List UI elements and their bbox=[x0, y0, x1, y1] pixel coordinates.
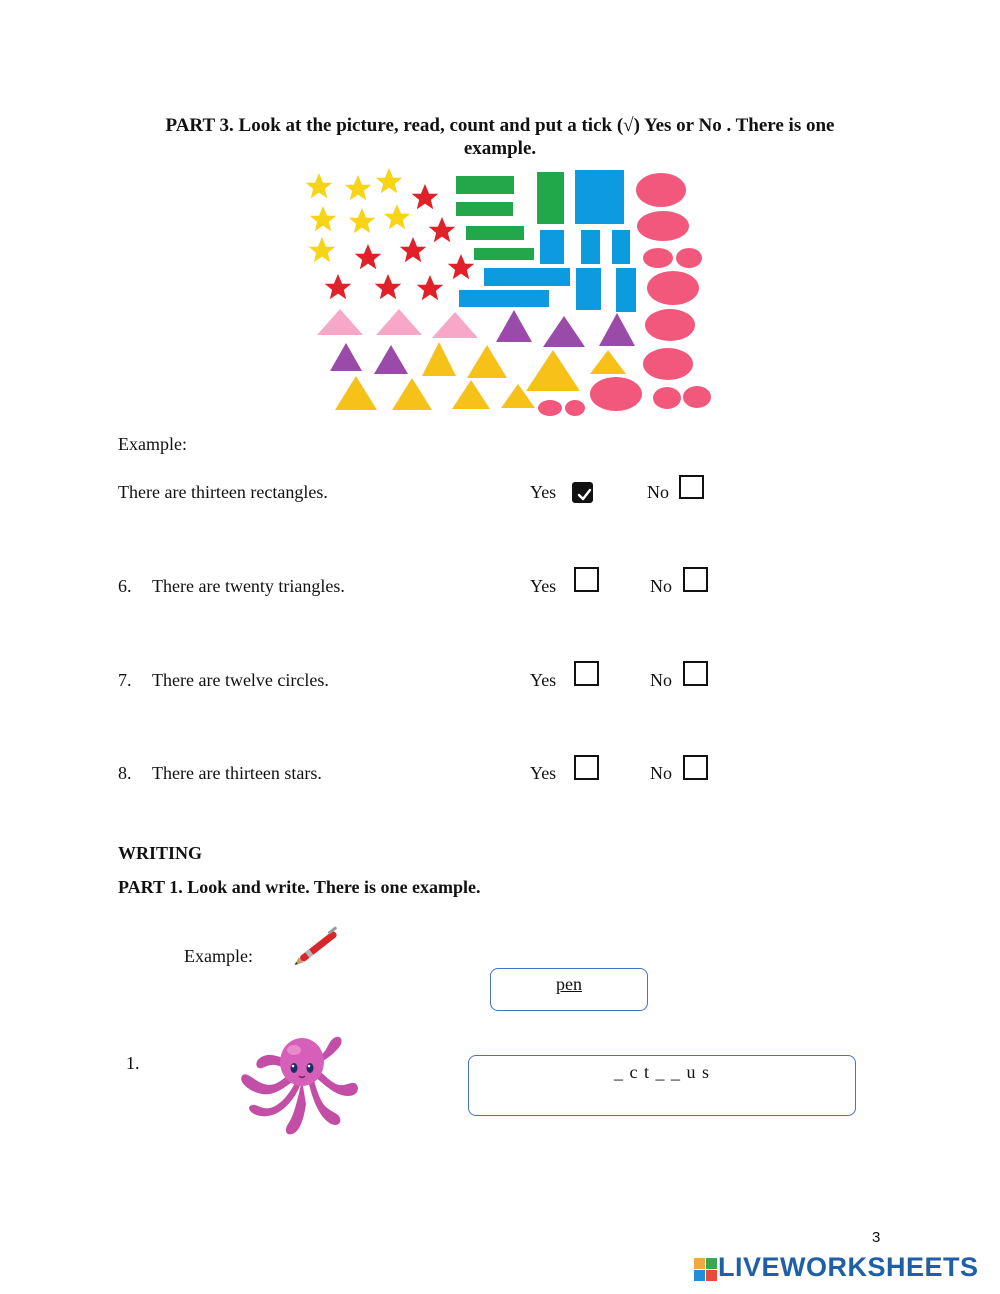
item-7-yes-checkbox[interactable] bbox=[574, 661, 599, 686]
triangle bbox=[452, 380, 490, 409]
circle bbox=[538, 400, 562, 416]
item-6-statement: There are twenty triangles. bbox=[152, 576, 345, 596]
yellow-triangles bbox=[335, 342, 626, 410]
triangle bbox=[590, 350, 626, 374]
star bbox=[306, 173, 333, 198]
circle bbox=[645, 309, 695, 341]
triangle bbox=[543, 316, 585, 347]
rectangle bbox=[474, 248, 534, 260]
star bbox=[429, 217, 456, 242]
example-no-label: No bbox=[647, 482, 669, 502]
triangle bbox=[526, 350, 580, 391]
rectangle bbox=[484, 268, 570, 286]
triangle bbox=[376, 309, 422, 335]
item-1-answer-box[interactable] bbox=[468, 1055, 856, 1116]
star bbox=[325, 274, 352, 299]
item-6-yes-label: Yes bbox=[530, 576, 557, 596]
example-answer-box bbox=[490, 968, 648, 1011]
star bbox=[376, 168, 403, 193]
item-6-yes-checkbox[interactable] bbox=[574, 567, 599, 592]
light-pink-triangles bbox=[317, 309, 478, 338]
item-7-no-label: No bbox=[650, 670, 672, 690]
rectangle bbox=[456, 202, 513, 216]
rectangle bbox=[456, 176, 514, 194]
star bbox=[412, 184, 439, 209]
example-statement: There are thirteen rectangles. bbox=[118, 482, 328, 502]
star bbox=[310, 206, 337, 231]
item-6-no-checkbox[interactable] bbox=[683, 567, 708, 592]
item-8-yes-checkbox[interactable] bbox=[574, 755, 599, 780]
star bbox=[349, 208, 376, 233]
triangle bbox=[422, 342, 456, 376]
star bbox=[448, 254, 475, 279]
triangle bbox=[599, 313, 635, 346]
triangle bbox=[317, 309, 363, 335]
star bbox=[355, 244, 382, 269]
circle bbox=[636, 173, 686, 207]
item-8-no-checkbox[interactable] bbox=[683, 755, 708, 780]
item-8-yes-label: Yes bbox=[530, 763, 557, 783]
rectangle bbox=[459, 290, 549, 307]
item-6-no-label: No bbox=[650, 576, 672, 596]
yellow-stars bbox=[306, 168, 411, 262]
writing-part1-title: PART 1. Look and write. There is one example. bbox=[118, 877, 481, 897]
rectangle bbox=[575, 170, 624, 224]
part3-example-label: Example: bbox=[118, 434, 187, 454]
example-yes-label: Yes bbox=[530, 482, 557, 502]
octopus-picture bbox=[236, 1018, 364, 1138]
circle bbox=[565, 400, 585, 416]
rectangle bbox=[576, 268, 601, 310]
rectangle bbox=[581, 230, 600, 264]
item-8-number: 8. bbox=[118, 763, 132, 783]
rectangle bbox=[537, 172, 564, 224]
rectangle bbox=[612, 230, 630, 264]
part3-title: PART 3. Look at the picture, read, count and put a tick (√) Yes or No . There is one example. bbox=[165, 115, 835, 159]
checkmark-icon bbox=[574, 484, 595, 505]
rectangle bbox=[466, 226, 524, 240]
triangle bbox=[432, 312, 478, 338]
circle bbox=[637, 211, 689, 241]
red-stars bbox=[325, 184, 475, 300]
shapes-picture bbox=[296, 162, 726, 424]
page-number: 3 bbox=[872, 1229, 881, 1246]
example-yes-checkbox[interactable] bbox=[572, 482, 593, 503]
triangle bbox=[467, 345, 507, 378]
example-answer-text: pen bbox=[556, 974, 582, 994]
star bbox=[375, 274, 402, 299]
star bbox=[384, 204, 411, 229]
item-7-statement: There are twelve circles. bbox=[152, 670, 329, 690]
circle bbox=[676, 248, 702, 268]
triangle bbox=[496, 310, 532, 342]
triangle bbox=[330, 343, 362, 371]
writing-heading: WRITING bbox=[118, 843, 203, 863]
item-1-hint: _ c t _ _ u s bbox=[614, 1062, 710, 1082]
circle bbox=[647, 271, 699, 305]
circle bbox=[643, 348, 693, 380]
item-7-no-checkbox[interactable] bbox=[683, 661, 708, 686]
item-7-number: 7. bbox=[118, 670, 132, 690]
item-8-no-label: No bbox=[650, 763, 672, 783]
star bbox=[400, 237, 427, 262]
item-8-statement: There are thirteen stars. bbox=[152, 763, 322, 783]
pen-picture bbox=[290, 920, 352, 970]
rectangle bbox=[616, 268, 636, 312]
triangle bbox=[392, 378, 432, 410]
triangle bbox=[335, 376, 377, 410]
liveworksheets-logo-icon bbox=[694, 1258, 718, 1282]
brand-name: LIVEWORKSHEETS bbox=[718, 1252, 979, 1282]
circle bbox=[653, 387, 681, 409]
example-no-checkbox[interactable] bbox=[679, 475, 704, 499]
triangle bbox=[374, 345, 408, 374]
circle bbox=[683, 386, 711, 408]
circle bbox=[590, 377, 642, 411]
item-7-yes-label: Yes bbox=[530, 670, 557, 690]
writing-item-1-number: 1. bbox=[126, 1053, 140, 1073]
rectangle bbox=[540, 230, 564, 264]
item-6-number: 6. bbox=[118, 576, 132, 596]
star bbox=[345, 175, 372, 200]
circle bbox=[643, 248, 673, 268]
writing-example-label: Example: bbox=[184, 946, 253, 966]
star bbox=[417, 275, 444, 300]
star bbox=[309, 237, 336, 262]
